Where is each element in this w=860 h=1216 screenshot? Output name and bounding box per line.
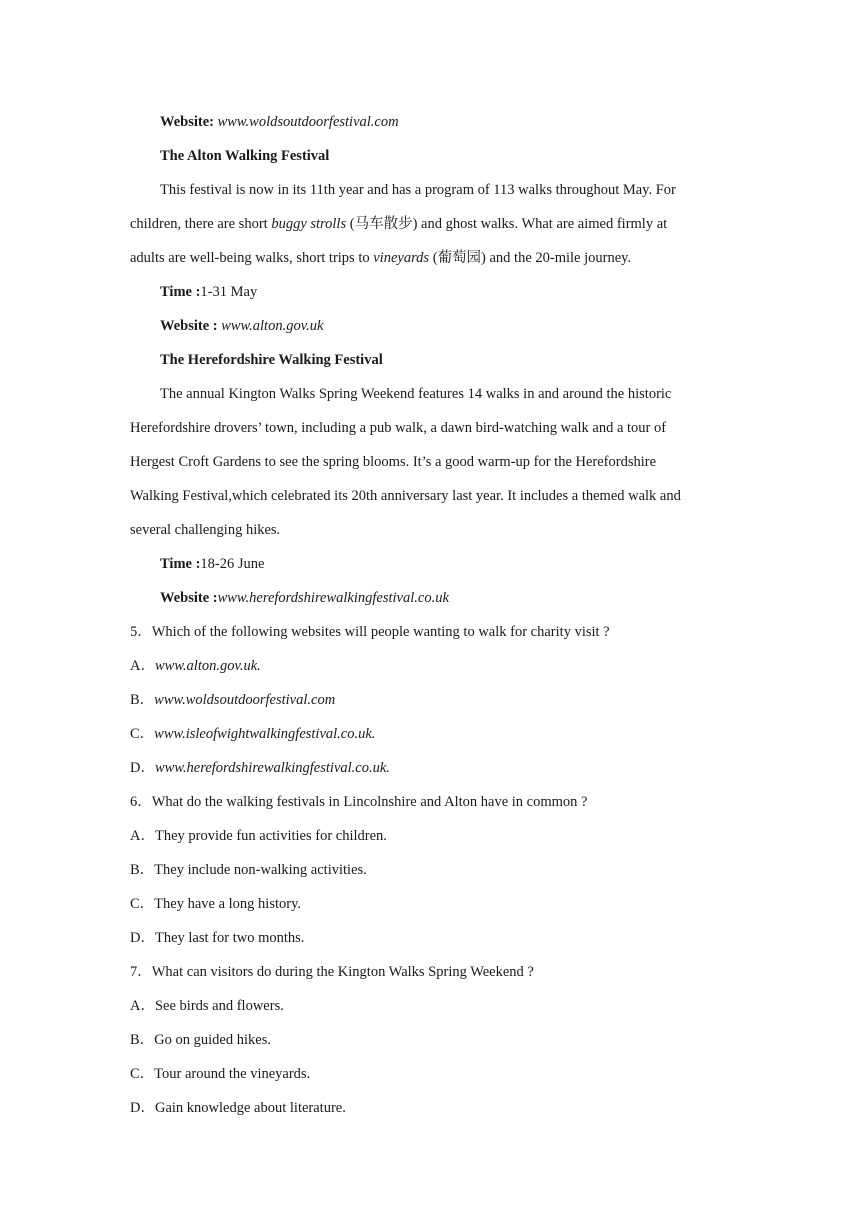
option-letter: C． (130, 1066, 155, 1082)
website-url: www.alton.gov.uk (221, 318, 324, 334)
option-letter: D． (130, 930, 155, 946)
option-text: They provide fun activities for children. (154, 828, 387, 844)
alton-text: (马车散步) and ghost walks. What are aimed firmly at (346, 216, 668, 232)
option-letter: A． (130, 828, 155, 844)
option-text: www.alton.gov.uk. (154, 658, 261, 674)
herefordshire-time-line (160, 554, 264, 574)
alton-paragraph-line-1: This festival is now in its 11th year and has a program of 113 walks throughout May. For (160, 182, 676, 198)
option-letter: D． (130, 1100, 155, 1116)
question-7-option-c (130, 1064, 310, 1084)
question-7-option-d (130, 1098, 346, 1118)
herefordshire-website-line (160, 588, 449, 608)
option-letter: D． (130, 760, 155, 776)
alton-festival-title: The Alton Walking Festival (160, 148, 330, 164)
option-letter: B． (130, 692, 155, 708)
option-letter: B． (130, 1032, 155, 1048)
question-5-stem: 5．Which of the following websites will people wanting to walk for charity visit ? (130, 624, 610, 640)
alton-text: (葡萄园) and the 20-mile journey. (429, 250, 632, 266)
option-letter: A． (130, 998, 155, 1014)
time-value: 18-26 June (200, 556, 265, 572)
option-letter: A． (130, 658, 155, 674)
time-label: Time : (160, 284, 201, 300)
alton-paragraph-line-3 (130, 248, 631, 268)
vineyards-term: vineyards (373, 250, 430, 266)
option-letter: C． (130, 726, 155, 742)
option-text: Tour around the vineyards. (154, 1066, 311, 1082)
question-6-option-d (130, 928, 304, 948)
option-text: www.woldsoutdoorfestival.com (154, 692, 336, 708)
alton-text: adults are well-being walks, short trips to (130, 250, 374, 266)
herefordshire-festival-title: The Herefordshire Walking Festival (160, 352, 383, 368)
option-text: They include non-walking activities. (154, 862, 367, 878)
question-5-option-d (130, 758, 390, 778)
question-7-option-b (130, 1030, 271, 1050)
herefordshire-paragraph-line-1: The annual Kington Walks Spring Weekend features 14 walks in and around the historic (160, 386, 672, 402)
website-url: www.herefordshirewalkingfestival.co.uk (217, 590, 449, 606)
herefordshire-paragraph-line-2: Herefordshire drovers’ town, including a pub walk, a dawn bird-watching walk and a tour of (130, 420, 667, 436)
option-text: www.isleofwightwalkingfestival.co.uk. (154, 726, 376, 742)
option-text: Gain knowledge about literature. (154, 1100, 346, 1116)
option-text: They last for two months. (154, 930, 305, 946)
wolds-website-line (160, 112, 399, 132)
herefordshire-paragraph-line-5: several challenging hikes. (130, 522, 281, 538)
option-letter: B． (130, 862, 155, 878)
option-text: www.herefordshirewalkingfestival.co.uk. (154, 760, 390, 776)
buggy-strolls-term: buggy strolls (271, 216, 347, 232)
question-5-option-a (130, 656, 261, 676)
website-url: www.woldsoutdoorfestival.com (217, 114, 399, 130)
alton-text: children, there are short (130, 216, 272, 232)
time-value: 1-31 May (200, 284, 258, 300)
time-label: Time : (160, 556, 201, 572)
herefordshire-paragraph-line-3: Hergest Croft Gardens to see the spring blooms. It’s a good warm-up for the Herefordshire (130, 454, 657, 470)
question-6-option-b (130, 860, 367, 880)
question-5-option-c (130, 724, 375, 744)
option-text: See birds and flowers. (154, 998, 284, 1014)
website-label: Website : (160, 318, 222, 334)
website-label: Website: (160, 114, 214, 130)
option-letter: C． (130, 896, 155, 912)
alton-time-line (160, 282, 257, 302)
alton-website-line (160, 316, 323, 336)
question-6-stem: 6．What do the walking festivals in Lincolnshire and Alton have in common ? (130, 794, 588, 810)
option-text: They have a long history. (154, 896, 302, 912)
question-6-option-c (130, 894, 301, 914)
option-text: Go on guided hikes. (154, 1032, 271, 1048)
question-7-option-a (130, 996, 284, 1016)
alton-paragraph-line-2 (130, 214, 667, 234)
herefordshire-paragraph-line-4: Walking Festival,which celebrated its 20th anniversary last year. It includes a themed walk and (130, 488, 681, 504)
website-label: Website : (160, 590, 218, 606)
question-5-option-b (130, 690, 335, 710)
question-7-stem: 7．What can visitors do during the Kington Walks Spring Weekend ? (130, 964, 534, 980)
question-6-option-a (130, 826, 387, 846)
